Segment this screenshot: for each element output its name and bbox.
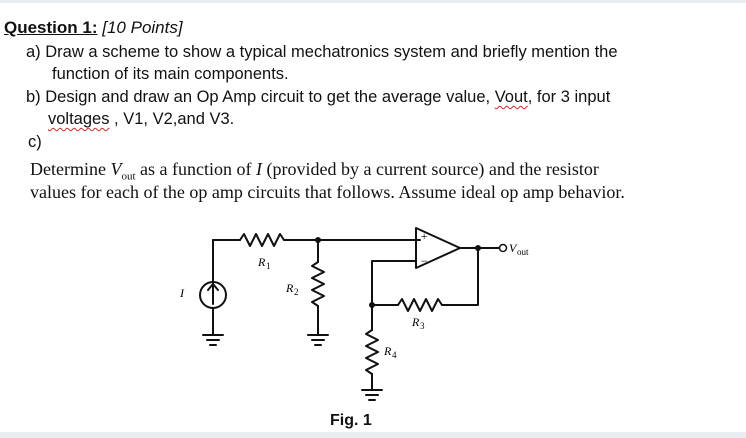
part-b-line-2-end: , V1, V2,and V3. [109, 110, 235, 128]
resistor-r2 [312, 262, 324, 306]
question-points: [10 Points] [102, 18, 183, 37]
r3-sub: 3 [420, 321, 425, 331]
feedback-wire [442, 248, 478, 305]
r3-label: R [412, 315, 420, 329]
resistor-r4 [366, 330, 378, 374]
current-symbol: I [256, 159, 262, 179]
part-c-label: c) [28, 133, 42, 151]
resistor-r1 [240, 234, 284, 246]
part-c-mid: as a function of [135, 159, 256, 179]
part-c-line-2: values for each of the op amp circuits that follows. Assume ideal op amp behavior. [30, 182, 625, 202]
vout-label: V [509, 241, 517, 255]
r1-label: R [258, 255, 266, 269]
junction-dot-1 [315, 237, 321, 243]
current-label: I [180, 286, 184, 300]
part-a-line-2: function of its main components. [52, 65, 289, 83]
r4-label: R [384, 344, 392, 358]
r1-sub: 1 [266, 261, 271, 271]
vout-word: Vout [494, 88, 528, 106]
bottom-border [0, 432, 746, 438]
part-c-line-1-end: (provided by a current source) and the resistor [262, 159, 599, 179]
figure-caption: Fig. 1 [330, 412, 372, 429]
ground-source [203, 335, 223, 345]
r2-sub: 2 [294, 287, 299, 297]
part-c-determine: Determine [30, 159, 111, 179]
part-b-line-1-start: b) Design and draw an Op Amp circuit to get the average value, [26, 88, 495, 106]
wire-minus-input [372, 261, 416, 305]
plus-sign: + [420, 229, 429, 243]
vout-symbol: V [110, 159, 122, 179]
output-terminal [500, 245, 507, 252]
r2-label: R [286, 281, 294, 295]
question-number: Question 1: [4, 18, 98, 37]
ground-r2 [308, 335, 328, 345]
resistor-r3 [398, 299, 442, 311]
r4-sub: 4 [392, 350, 397, 360]
voltages-word: voltages [48, 110, 110, 128]
junction-dot-2 [369, 302, 375, 308]
vout-subscript: out [121, 170, 136, 183]
part-b-line-1-end: , for 3 input [527, 88, 611, 106]
vout-sub: out [517, 247, 529, 257]
junction-dot-3 [475, 245, 481, 251]
ground-r4 [362, 390, 382, 400]
minus-sign: − [420, 254, 429, 268]
part-a-line-1: a) Draw a scheme to show a typical mechatronics system and briefly mention the [26, 43, 618, 61]
